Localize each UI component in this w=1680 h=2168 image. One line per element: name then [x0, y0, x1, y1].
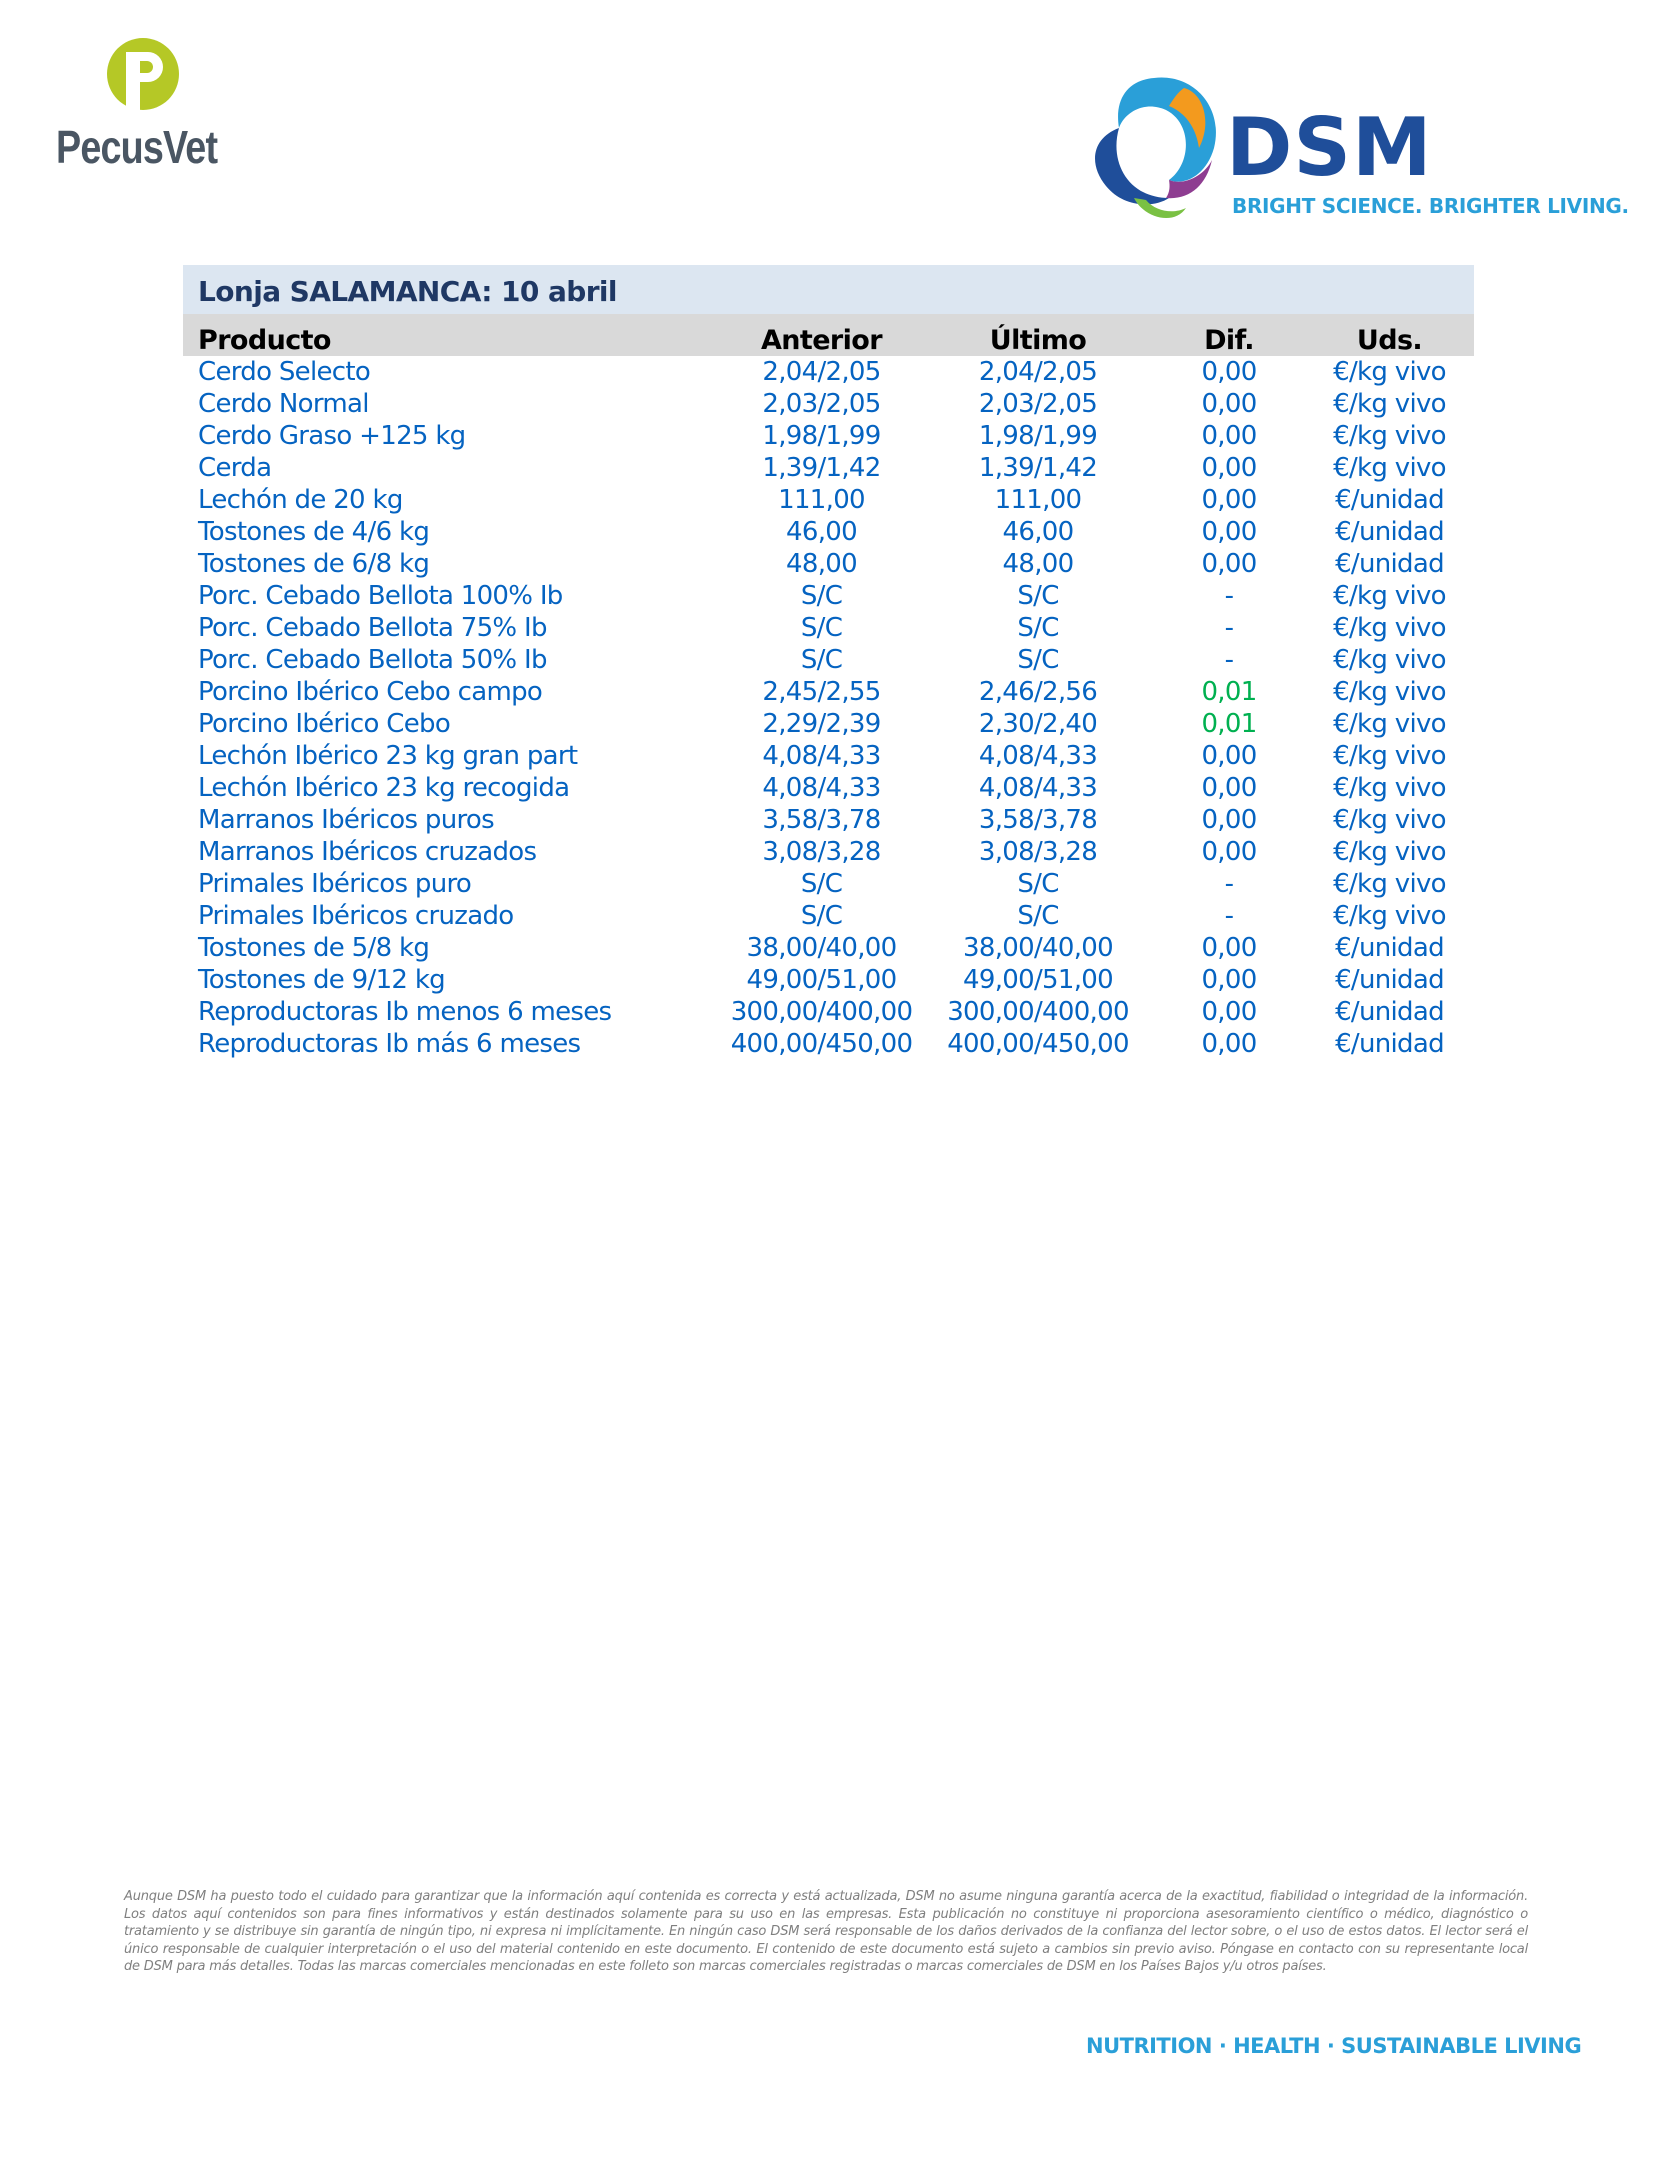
cell-diff: 0,00 — [1201, 421, 1257, 451]
table-row — [183, 676, 1474, 708]
cell-product: Tostones de 6/8 kg — [198, 549, 430, 579]
dsm-flower-mark-icon — [1074, 68, 1234, 230]
cell-product: Cerdo Normal — [198, 389, 369, 419]
cell-diff: 0,00 — [1201, 933, 1257, 963]
cell-previous: 3,58/3,78 — [762, 805, 881, 835]
cell-product: Porc. Cebado Bellota 50% Ib — [198, 645, 547, 675]
cell-previous: 2,03/2,05 — [762, 389, 881, 419]
cell-latest: 2,04/2,05 — [978, 357, 1098, 387]
table-row — [183, 932, 1474, 964]
cell-product: Lechón de 20 kg — [198, 485, 403, 515]
cell-product: Cerdo Graso +125 kg — [198, 421, 466, 451]
cell-diff: 0,00 — [1201, 965, 1257, 995]
cell-diff: 0,00 — [1201, 837, 1257, 867]
cell-product: Porc. Cebado Bellota 100% Ib — [198, 581, 563, 611]
cell-previous: 38,00/40,00 — [746, 933, 897, 963]
pecusvet-wordmark: PecusVet — [56, 121, 218, 173]
cell-latest: 3,58/3,78 — [978, 805, 1098, 835]
cell-units: €/kg vivo — [1333, 357, 1446, 387]
table-header-row — [183, 314, 1474, 356]
cell-latest: S/C — [1017, 581, 1059, 611]
dsm-wordmark: DSM — [1226, 101, 1433, 194]
cell-diff: 0,01 — [1201, 709, 1257, 739]
cell-latest: 38,00/40,00 — [963, 933, 1113, 963]
cell-product: Marranos Ibéricos cruzados — [198, 837, 537, 867]
table-row — [183, 804, 1474, 836]
cell-units: €/kg vivo — [1333, 645, 1446, 675]
cell-units: €/kg vivo — [1333, 741, 1446, 771]
cell-diff: - — [1224, 581, 1234, 611]
table-row — [183, 356, 1474, 388]
header-previous: Anterior — [720, 314, 923, 356]
cell-previous: 111,00 — [778, 485, 865, 515]
cell-units: €/unidad — [1335, 517, 1444, 547]
cell-units: €/kg vivo — [1333, 901, 1446, 931]
cell-diff: 0,00 — [1201, 997, 1257, 1027]
header-units: Uds. — [1305, 314, 1474, 356]
cell-product: Lechón Ibérico 23 kg recogida — [198, 773, 570, 803]
cell-product: Porcino Ibérico Cebo campo — [198, 677, 543, 707]
cell-diff: 0,00 — [1201, 453, 1257, 483]
cell-latest: 1,39/1,42 — [978, 453, 1098, 483]
cell-previous: 400,00/450,00 — [730, 1029, 913, 1059]
cell-previous: 2,29/2,39 — [762, 709, 881, 739]
price-table — [183, 265, 1474, 1060]
table-row — [183, 868, 1474, 900]
cell-latest: 300,00/400,00 — [947, 997, 1129, 1027]
cell-product: Marranos Ibéricos puros — [198, 805, 494, 835]
cell-diff: 0,00 — [1201, 357, 1257, 387]
table-title-row — [183, 265, 1474, 314]
cell-previous: 48,00 — [786, 549, 857, 579]
cell-latest: S/C — [1017, 869, 1059, 899]
table-row — [183, 996, 1474, 1028]
cell-latest: S/C — [1017, 901, 1059, 931]
cell-product: Tostones de 5/8 kg — [198, 933, 430, 963]
cell-latest: 46,00 — [1002, 517, 1074, 547]
cell-latest: S/C — [1017, 645, 1059, 675]
cell-units: €/kg vivo — [1333, 389, 1446, 419]
cell-latest: 4,08/4,33 — [978, 773, 1098, 803]
header-diff: Dif. — [1153, 314, 1305, 356]
cell-units: €/kg vivo — [1333, 677, 1446, 707]
cell-previous: S/C — [800, 869, 843, 899]
cell-previous: S/C — [800, 581, 843, 611]
cell-product: Cerda — [198, 453, 272, 483]
table-row — [183, 452, 1474, 484]
table-row — [183, 644, 1474, 676]
cell-previous: S/C — [800, 901, 843, 931]
cell-latest: 3,08/3,28 — [978, 837, 1098, 867]
dsm-logo — [1074, 68, 1629, 230]
cell-product: Primales Ibéricos cruzado — [198, 901, 514, 931]
cell-product: Reproductoras Ib más 6 meses — [198, 1029, 581, 1059]
cell-previous: 1,39/1,42 — [762, 453, 881, 483]
header-product: Producto — [183, 314, 720, 356]
header-latest: Último — [923, 314, 1153, 356]
cell-units: €/unidad — [1335, 933, 1444, 963]
cell-diff: 0,00 — [1201, 389, 1257, 419]
cell-product: Reproductoras Ib menos 6 meses — [198, 997, 612, 1027]
table-row — [183, 900, 1474, 932]
table-row — [183, 836, 1474, 868]
table-row — [183, 580, 1474, 612]
cell-units: €/kg vivo — [1333, 773, 1446, 803]
cell-units: €/kg vivo — [1333, 581, 1446, 611]
cell-previous: S/C — [800, 645, 843, 675]
cell-diff: 0,00 — [1201, 1029, 1257, 1059]
cell-product: Porc. Cebado Bellota 75% Ib — [198, 613, 547, 643]
cell-units: €/kg vivo — [1333, 837, 1446, 867]
cell-units: €/kg vivo — [1333, 613, 1446, 643]
table-row — [183, 740, 1474, 772]
pecusvet-logo — [56, 38, 236, 174]
cell-diff: 0,00 — [1201, 485, 1257, 515]
cell-units: €/unidad — [1335, 1029, 1444, 1059]
dsm-tagline: BRIGHT SCIENCE. BRIGHTER LIVING. — [1232, 194, 1629, 218]
cell-previous: 2,45/2,55 — [762, 677, 881, 707]
cell-latest: 111,00 — [994, 485, 1082, 515]
table-row — [183, 516, 1474, 548]
cell-diff: 0,01 — [1201, 677, 1257, 707]
cell-diff: 0,00 — [1201, 517, 1257, 547]
table-row — [183, 548, 1474, 580]
cell-units: €/kg vivo — [1333, 869, 1446, 899]
cell-diff: - — [1224, 613, 1234, 643]
footer-tagline: NUTRITION · HEALTH · SUSTAINABLE LIVING — [1086, 2034, 1582, 2058]
table-row — [183, 708, 1474, 740]
table-row — [183, 420, 1474, 452]
cell-diff: 0,00 — [1201, 773, 1257, 803]
cell-units: €/unidad — [1335, 997, 1444, 1027]
cell-latest: 4,08/4,33 — [978, 741, 1098, 771]
cell-units: €/unidad — [1335, 965, 1444, 995]
cell-diff: - — [1224, 869, 1234, 899]
table-row — [183, 1028, 1474, 1060]
cell-product: Tostones de 4/6 kg — [198, 517, 430, 547]
cell-latest: 2,46/2,56 — [978, 677, 1098, 707]
cell-previous: 4,08/4,33 — [762, 741, 881, 771]
table-row — [183, 388, 1474, 420]
cell-previous: 49,00/51,00 — [746, 965, 897, 995]
cell-product: Tostones de 9/12 kg — [198, 965, 445, 995]
cell-previous: 2,04/2,05 — [762, 357, 881, 387]
cell-latest: 49,00/51,00 — [963, 965, 1113, 995]
cell-units: €/unidad — [1335, 549, 1444, 579]
cell-diff: 0,00 — [1201, 741, 1257, 771]
cell-latest: 2,03/2,05 — [978, 389, 1098, 419]
table-row — [183, 612, 1474, 644]
cell-units: €/kg vivo — [1333, 421, 1446, 451]
legal-disclaimer: Aunque DSM ha puesto todo el cuidado para garantizar que la información aquí contenida es correcta y está actualizada, DSM no asume ninguna garantía acerca de la exactitud, fiabilidad o integridad de la información. Los datos aquí contenidos son para fines informativos y están destinados solamente para su uso en las empresas. Esta publicación no constituye ni proporciona asesoramiento científico o médico, diagnóstico o tratamiento y se distribuye sin garantía de ningún tipo, ni expresa ni implícitamente. En ningún caso DSM será responsable de los daños derivados de la confianza del lector sobre, o el uso de estos datos. El lector será el único responsable de cualquier interpretación o el uso del material contenido en este documento. El contenido de este documento está sujeto a cambios sin previo aviso. Póngase en contacto con su representante local de DSM para más detalles. Todas las marcas comerciales mencionadas en este folleto son marcas comerciales registradas o marcas comerciales de DSM en los Países Bajos y/u otros países. — [124, 1889, 1528, 1974]
cell-previous: 4,08/4,33 — [762, 773, 881, 803]
cell-product: Primales Ibéricos puro — [198, 869, 472, 899]
cell-product: Lechón Ibérico 23 kg gran part — [198, 741, 578, 771]
cell-units: €/kg vivo — [1333, 709, 1446, 739]
table-row — [183, 964, 1474, 996]
cell-previous: 3,08/3,28 — [762, 837, 881, 867]
cell-previous: 300,00/400,00 — [730, 997, 913, 1027]
cell-latest: 2,30/2,40 — [978, 709, 1098, 739]
cell-diff: 0,00 — [1201, 805, 1257, 835]
cell-latest: 400,00/450,00 — [947, 1029, 1129, 1059]
cell-previous: S/C — [800, 613, 843, 643]
cell-diff: - — [1224, 901, 1234, 931]
pecusvet-p-mark-icon — [103, 38, 183, 110]
cell-latest: 1,98/1,99 — [978, 421, 1098, 451]
table-row — [183, 772, 1474, 804]
cell-latest: 48,00 — [1002, 549, 1074, 579]
cell-previous: 46,00 — [786, 517, 857, 547]
cell-diff: - — [1224, 645, 1234, 675]
table-row — [183, 484, 1474, 516]
cell-units: €/unidad — [1335, 485, 1444, 515]
cell-units: €/kg vivo — [1333, 453, 1446, 483]
table-title: Lonja SALAMANCA: 10 abril — [183, 265, 1474, 314]
cell-product: Porcino Ibérico Cebo — [198, 709, 451, 739]
cell-product: Cerdo Selecto — [198, 357, 371, 387]
cell-units: €/kg vivo — [1333, 805, 1446, 835]
cell-latest: S/C — [1017, 613, 1059, 643]
cell-previous: 1,98/1,99 — [762, 421, 881, 451]
cell-diff: 0,00 — [1201, 549, 1257, 579]
